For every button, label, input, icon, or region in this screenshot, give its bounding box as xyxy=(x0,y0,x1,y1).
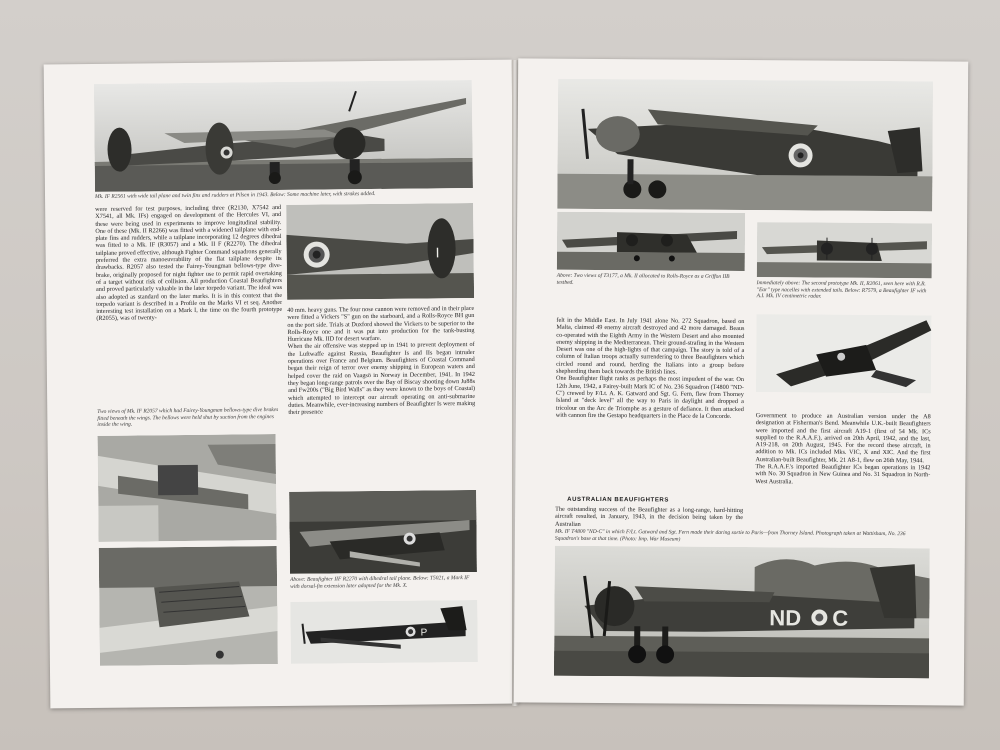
caption-dive-brakes: Two views of Mk. IF R2057 which had Fairey-Youngman bellows-type dive brakes fitted beneath the wings. The bellows were held shut by suction from the engines inside the wing. xyxy=(97,407,279,429)
caption-r2061: Immediately above: The second prototype Mk. II, R2061, seen here with R.R. "Ear" type nacelles with extended tails. Below: R7579, a Beaufighter IF with A.I. Mk. IV centimetric radar. xyxy=(756,280,927,300)
caption-dihedral-tail: Above: Beaufighter IIF R2270 with dihedral tail plane. Below: T5021, a Mark IF with dorsal-fin extension later adopted for the Mk. X. xyxy=(290,575,470,590)
photo-t3177-griffon xyxy=(557,212,745,271)
right-text-column-1: felt in the Middle East. In July 1941 alone No. 272 Squadron, based on Malta, claimed 49 enemy aircraft destroyed and 42 more damaged. Beaus co-operated with the Eighth Army in the Western Desert and also mounted enemy shipping in the Mediterranean. Their ground-strafing in the Western Desert was one of the high-lights of that campaign. The story is told of a column of Italian troops actually surrendering to three Beaufighters which circled round and round, herding the Italians into a group before shepherding them back towards the British lines. One Beaufighter flight ranks as perhaps the most impudent of the war. On 12th June, 1942, a Fairey-built Mark IC of No. 236 Squadron (T4800 "ND-C") crewed by F/Lt. A. K. Gatward and Sgt. G. Fern, flew from Thorney Island at "deck level" all the way to Paris in daylight and dropped a tricolour on the Arc de Triomphe as a gesture of defiance. It then attacked with cannon fire the Gestapo headquarters in the Place de la Concorde. xyxy=(555,316,745,420)
right-page xyxy=(514,58,968,705)
caption-t3177: Above: Two views of T3177, a Mk. II allocated to Rolls-Royce as a Griffon IIB testbed. xyxy=(556,272,730,286)
right-text-column-2: Government to produce an Australian version under the A8 designation at Fisherman's Bend. Meanwhile U.K.-built Beaufighters were imported and the first aircraft A19-1 (first of 54 Mk. ICs supplied to the R.A.A.F.), arrived on 20th April, 1942, and the last, A19-218, on 20th August, 1945. For the record these aircraft, in addition to Mk. ICs included Mks. VIC, X and XIC. And the first Australian-built Beaufighter, Mk. 21 A8-1, flew on 26th May, 1944. The R.A.A.F.'s imported Beaufighter ICs began operations in 1942 with No. 30 Squadron in New Guinea and No. 31 Squadron in North-West Australia. xyxy=(755,412,931,486)
marking-nd: ND xyxy=(769,605,802,631)
photo-dive-brake-1 xyxy=(98,434,277,542)
left-text-column-2: 40 mm. heavy guns. The four nose cannon were removed and in their place were fitted a Vickers "S" gun on the starboard, and a Rolls-Royce BH gun on the port side. Trials at Duxford showed the Vickers to be superior to the Rolls-Royce one and it was put into production for the tank-busting Hurricane Mk. IID for desert warfare. When the air offensive was stepped up in 1941 to prevent deployment of the Luftwaffe against Russia, Beaufighter Is and IIs began intruder operations over France and Belgium. Beaufighters of Coastal Command began their reign of terror over enemy shipping in European waters and helped cover the raid on Vaagsö in Norway in December, 1941. In 1942 they began long-range patrols over the Bay of Biscay shooting down Ju88s and Fw200s ("Big Bird Walls" as they were known to the boys of Coastal) which attempted to intercept our aircraft operating on anti-submarine duties. Meanwhile, ever-increasing numbers of Beaufighter Is were making their presence xyxy=(287,304,476,417)
marking-i: I xyxy=(435,244,440,261)
photo-tail-roundel xyxy=(286,203,474,300)
photo-beaufighter-in-flight xyxy=(289,490,477,574)
section-heading-australian: AUSTRALIAN BEAUFIGHTERS xyxy=(567,496,670,504)
photo-r2061-prototype xyxy=(757,222,932,278)
photo-dive-brake-2 xyxy=(99,546,278,666)
photo-t4800-nd-c xyxy=(554,546,930,679)
right-text-column-1b: The outstanding success of the Beaufighter as a long-range, hard-hitting aircraft resulted, in January, 1943, in the decision being taken by the Australian xyxy=(554,505,744,528)
photo-beaufighter-dorsal-fin xyxy=(290,600,478,664)
caption-photo-1: Mk. IF R2561 with wide tail plane and twin fins and rudders at Pilsen in 1943. Below: Some machine later, with strakes added. xyxy=(94,191,376,200)
photo-beaufighter-large-top xyxy=(557,79,933,212)
caption-t4800: Mk. IF T4800 "ND-C" in which F/Lt. Gatward and Sgt. Fern made their daring sortie to Paris—from Thorney Island. Photograph taken at Wattisham, No. 236 Squadron's base at that time. (Photo: Imp. War Museum) xyxy=(554,528,906,543)
left-page xyxy=(44,60,519,709)
photo-beaufighter-twin-fins xyxy=(94,80,473,192)
marking-c: C xyxy=(832,605,849,631)
marking-p: P xyxy=(420,627,428,639)
photo-r7579-radar xyxy=(756,314,932,393)
left-text-column-1: were reserved for test purposes, including three (R2130, X7542 and X7541, all Mk. IFs) engaged on development of the Hercules VI, and these were being used in experiments to improve longitudinal stability. One of these (Mk. II R2266) was fitted with a widened tailplane with end-plate fins and rudders, while a tailplane incorporating 12 degrees dihedral was fitted to a Mk. IF (R3057) and a Mk. II F (R2270). The dihedral tailplane proved effective, although Fighter Command squadrons generally preferred the extra manoeuvrability of the flat tailplane despite its drawbacks. R2057 also tested the Fairey-Youngman bellows-type dive-brake, originally proposed for night fighter use to permit rapid overtaking of a target without risk of collision. All production Coastal Beaufighters and proved particularly valuable in the later torpedo variant. The ideal was also adopted as standard on the later marks. It is in this context that the torpedo variant is described in a Profile on the Marks VI et seq. Another interesting test installation on a Mark I, the time on the fourth prototype (R2055), was of twenty- xyxy=(95,203,283,323)
